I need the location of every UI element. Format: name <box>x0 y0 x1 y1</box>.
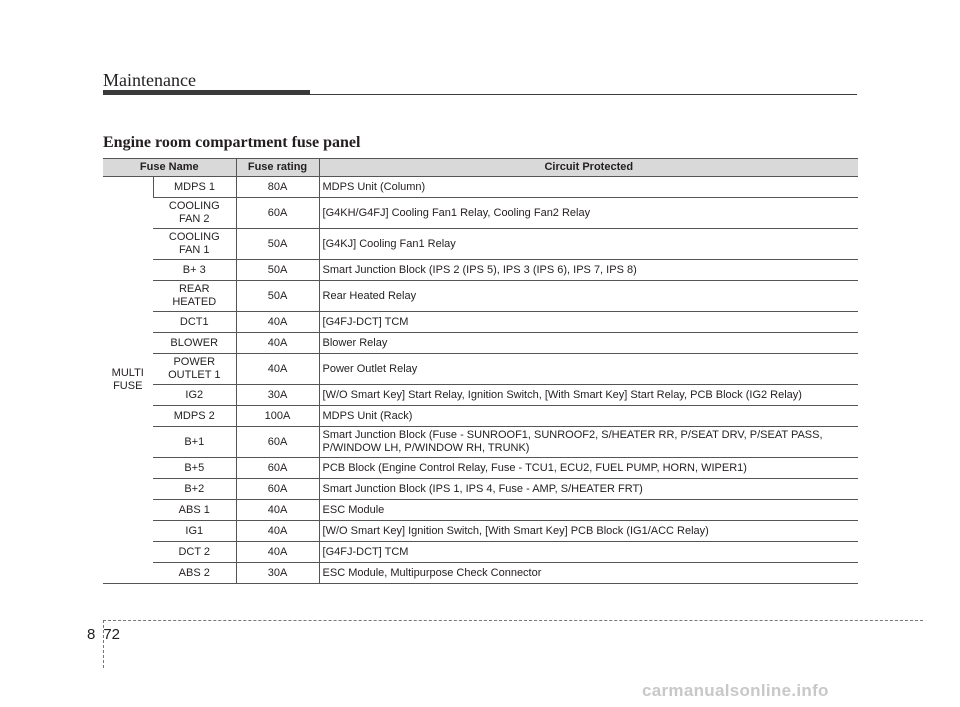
table-row <box>103 312 858 333</box>
fuse-name-cell: COOLING FAN 1 <box>153 229 236 260</box>
fuse-rating-cell: 60A <box>236 198 319 229</box>
circuit-protected-cell: ESC Module <box>319 500 858 521</box>
circuit-protected-cell: Smart Junction Block (IPS 1, IPS 4, Fuse - AMP, S/HEATER FRT) <box>319 479 858 500</box>
footer-rule <box>103 620 923 621</box>
page-header-title: Maintenance <box>103 70 196 90</box>
table-row <box>103 177 858 198</box>
header-rule-thick <box>103 90 310 95</box>
table-row <box>103 479 858 500</box>
table-row <box>103 427 858 458</box>
fuse-name-cell: BLOWER <box>153 333 236 354</box>
fuse-name-cell: B+5 <box>153 458 236 479</box>
fuse-rating-cell: 50A <box>236 281 319 312</box>
circuit-protected-cell: [G4FJ-DCT] TCM <box>319 542 858 563</box>
table-row <box>103 521 858 542</box>
table-row <box>103 281 858 312</box>
fuse-name-cell: IG1 <box>153 521 236 542</box>
fuse-name-cell: REAR HEATED <box>153 281 236 312</box>
circuit-protected-cell: [G4KJ] Cooling Fan1 Relay <box>319 229 858 260</box>
fuse-name-cell: ABS 2 <box>153 563 236 584</box>
header-rule-thin <box>310 94 857 95</box>
header-fuse-name: Fuse Name <box>103 159 236 177</box>
table-row <box>103 458 858 479</box>
circuit-protected-cell: Power Outlet Relay <box>319 354 858 385</box>
fuse-rating-cell: 60A <box>236 479 319 500</box>
fuse-name-cell: POWER OUTLET 1 <box>153 354 236 385</box>
fuse-name-cell: ABS 1 <box>153 500 236 521</box>
fuse-rating-cell: 40A <box>236 354 319 385</box>
page-number <box>87 626 120 643</box>
circuit-protected-cell: Rear Heated Relay <box>319 281 858 312</box>
header-fuse-rating: Fuse rating <box>236 159 319 177</box>
watermark-text: carmanualsonline.info <box>642 681 829 700</box>
page-number-value: 72 <box>103 626 121 643</box>
circuit-protected-cell: [G4FJ-DCT] TCM <box>319 312 858 333</box>
fuse-group-label: MULTI FUSE <box>103 177 153 584</box>
circuit-protected-cell: [G4KH/G4FJ] Cooling Fan1 Relay, Cooling Fan2 Relay <box>319 198 858 229</box>
fuse-rating-cell: 40A <box>236 312 319 333</box>
circuit-protected-cell: [W/O Smart Key] Ignition Switch, [With Smart Key] PCB Block (IG1/ACC Relay) <box>319 521 858 542</box>
fuse-table <box>103 158 858 584</box>
fuse-name-cell: COOLING FAN 2 <box>153 198 236 229</box>
fuse-rating-cell: 60A <box>236 458 319 479</box>
fuse-rating-cell: 100A <box>236 406 319 427</box>
fuse-name-cell: DCT 2 <box>153 542 236 563</box>
table-row <box>103 333 858 354</box>
circuit-protected-cell: Blower Relay <box>319 333 858 354</box>
table-row <box>103 406 858 427</box>
circuit-protected-cell: Smart Junction Block (Fuse - SUNROOF1, SUNROOF2, S/HEATER RR, P/SEAT DRV, P/SEAT PASS, P/WINDOW LH, P/WINDOW RH, TRUNK) <box>319 427 858 458</box>
section-title: Engine room compartment fuse panel <box>103 134 361 151</box>
fuse-rating-cell: 30A <box>236 563 319 584</box>
fuse-rating-cell: 40A <box>236 542 319 563</box>
fuse-rating-cell: 50A <box>236 229 319 260</box>
fuse-rating-cell: 40A <box>236 500 319 521</box>
fuse-rating-cell: 30A <box>236 385 319 406</box>
fuse-rating-cell: 60A <box>236 427 319 458</box>
circuit-protected-cell: PCB Block (Engine Control Relay, Fuse - TCU1, ECU2, FUEL PUMP, HORN, WIPER1) <box>319 458 858 479</box>
table-body <box>103 177 858 584</box>
fuse-rating-cell: 40A <box>236 333 319 354</box>
fuse-name-cell: B+1 <box>153 427 236 458</box>
table-row <box>103 385 858 406</box>
fuse-name-cell: MDPS 2 <box>153 406 236 427</box>
fuse-name-cell: B+2 <box>153 479 236 500</box>
fuse-name-cell: DCT1 <box>153 312 236 333</box>
table-row <box>103 354 858 385</box>
fuse-name-cell: B+ 3 <box>153 260 236 281</box>
fuse-rating-cell: 80A <box>236 177 319 198</box>
table-row <box>103 500 858 521</box>
table-row <box>103 563 858 584</box>
circuit-protected-cell: [W/O Smart Key] Start Relay, Ignition Switch, [With Smart Key] Start Relay, PCB Block (IG2 Relay) <box>319 385 858 406</box>
table-header-row <box>103 159 858 177</box>
circuit-protected-cell: MDPS Unit (Rack) <box>319 406 858 427</box>
circuit-protected-cell: MDPS Unit (Column) <box>319 177 858 198</box>
table-row <box>103 260 858 281</box>
fuse-name-cell: MDPS 1 <box>153 177 236 198</box>
table-row <box>103 542 858 563</box>
chapter-number: 8 <box>87 626 96 643</box>
circuit-protected-cell: Smart Junction Block (IPS 2 (IPS 5), IPS 3 (IPS 6), IPS 7, IPS 8) <box>319 260 858 281</box>
fuse-rating-cell: 40A <box>236 521 319 542</box>
table-row <box>103 198 858 229</box>
fuse-name-cell: IG2 <box>153 385 236 406</box>
table-row <box>103 229 858 260</box>
header-circuit-protected: Circuit Protected <box>319 159 858 177</box>
fuse-rating-cell: 50A <box>236 260 319 281</box>
circuit-protected-cell: ESC Module, Multipurpose Check Connector <box>319 563 858 584</box>
